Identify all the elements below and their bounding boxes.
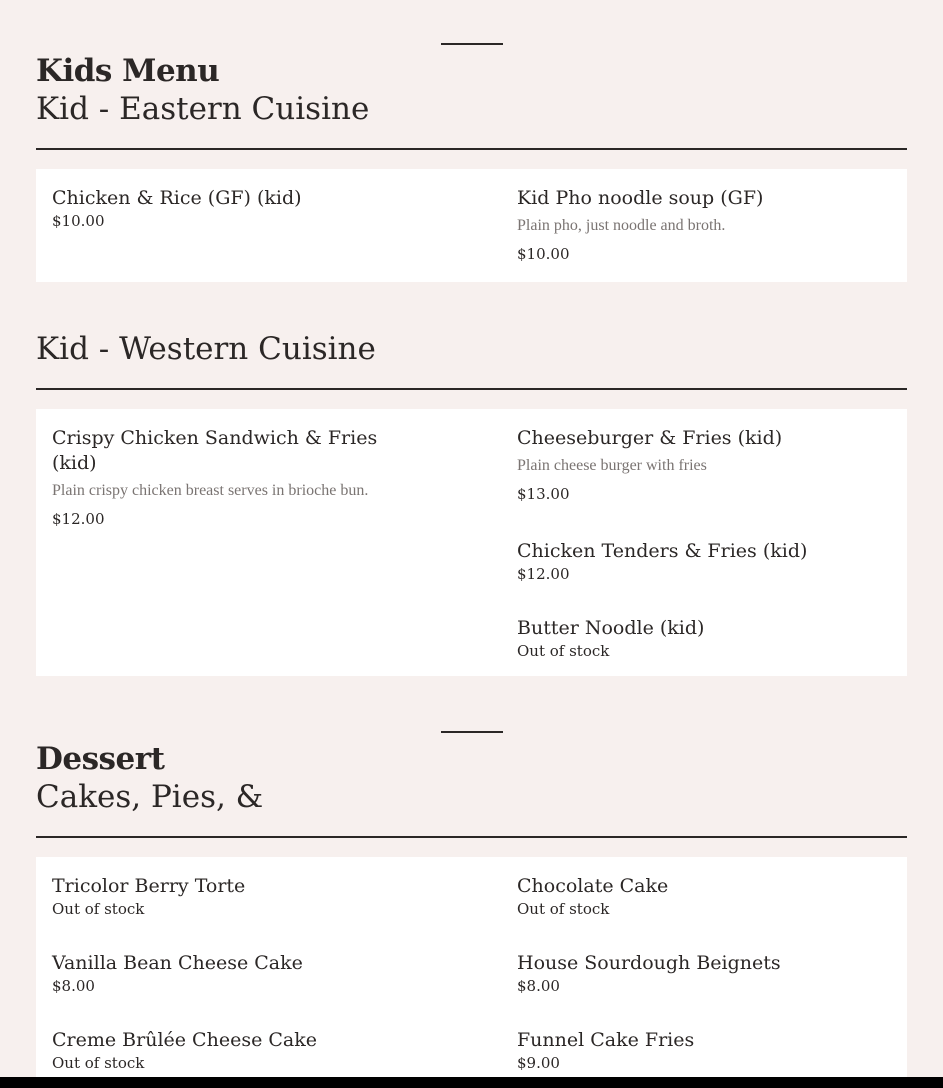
menu-title-kids: Kids Menu [36, 53, 220, 89]
item-price: $10.00 [517, 245, 570, 263]
section-divider [36, 148, 907, 150]
item-name: Chicken Tenders & Fries (kid) [517, 540, 808, 562]
item-name: Chicken & Rice (GF) (kid) [52, 187, 302, 209]
item-price: $9.00 [517, 1054, 560, 1072]
menu-item[interactable] [52, 426, 402, 529]
menu-item[interactable] [52, 951, 402, 996]
menu-title-dessert: Dessert [36, 741, 165, 777]
menu-item[interactable] [517, 616, 897, 661]
menu-item[interactable] [52, 874, 402, 919]
item-name: Butter Noodle (kid) [517, 617, 705, 639]
menu-item[interactable] [517, 426, 897, 504]
menu-item[interactable] [517, 951, 897, 996]
item-price: $8.00 [52, 977, 95, 995]
menu-item[interactable] [517, 1028, 897, 1073]
item-price: $13.00 [517, 485, 570, 503]
menu-item[interactable] [517, 186, 867, 264]
item-price: Out of stock [517, 900, 610, 918]
item-name: Tricolor Berry Torte [52, 875, 246, 897]
section-divider [36, 836, 907, 838]
item-name: Funnel Cake Fries [517, 1029, 695, 1051]
menu-divider [441, 43, 503, 45]
item-price: $12.00 [52, 510, 105, 528]
item-name: Chocolate Cake [517, 875, 669, 897]
section-title-kid-western: Kid - Western Cuisine [36, 331, 376, 367]
item-price: $8.00 [517, 977, 560, 995]
menu-item[interactable] [52, 186, 402, 231]
item-price: Out of stock [517, 642, 610, 660]
item-name: Creme Brûlée Cheese Cake [52, 1029, 317, 1051]
item-price: $12.00 [517, 565, 570, 583]
bottom-bar [0, 1077, 943, 1088]
section-divider [36, 388, 907, 390]
section-title-kid-eastern: Kid - Eastern Cuisine [36, 91, 370, 127]
item-price: $10.00 [52, 212, 105, 230]
section-card-kid-eastern [36, 169, 907, 282]
menu-item[interactable] [517, 874, 897, 919]
item-description: Plain pho, just noodle and broth. [517, 217, 726, 234]
item-name: Cheeseburger & Fries (kid) [517, 427, 783, 449]
item-price: Out of stock [52, 900, 145, 918]
item-price: Out of stock [52, 1054, 145, 1072]
menu-item[interactable] [52, 1028, 402, 1073]
menu-item[interactable] [517, 539, 897, 584]
item-description: Plain crispy chicken breast serves in brioche bun. [52, 482, 369, 499]
menu-divider [441, 731, 503, 733]
section-card-cakes-pies [36, 857, 907, 1087]
section-title-cakes-pies: Cakes, Pies, & [36, 779, 264, 815]
item-description: Plain cheese burger with fries [517, 457, 707, 474]
item-name: Kid Pho noodle soup (GF) [517, 187, 764, 209]
item-name: Crispy Chicken Sandwich & Fries (kid) [52, 427, 378, 474]
item-name: House Sourdough Beignets [517, 952, 781, 974]
item-name: Vanilla Bean Cheese Cake [52, 952, 303, 974]
section-card-kid-western [36, 409, 907, 676]
